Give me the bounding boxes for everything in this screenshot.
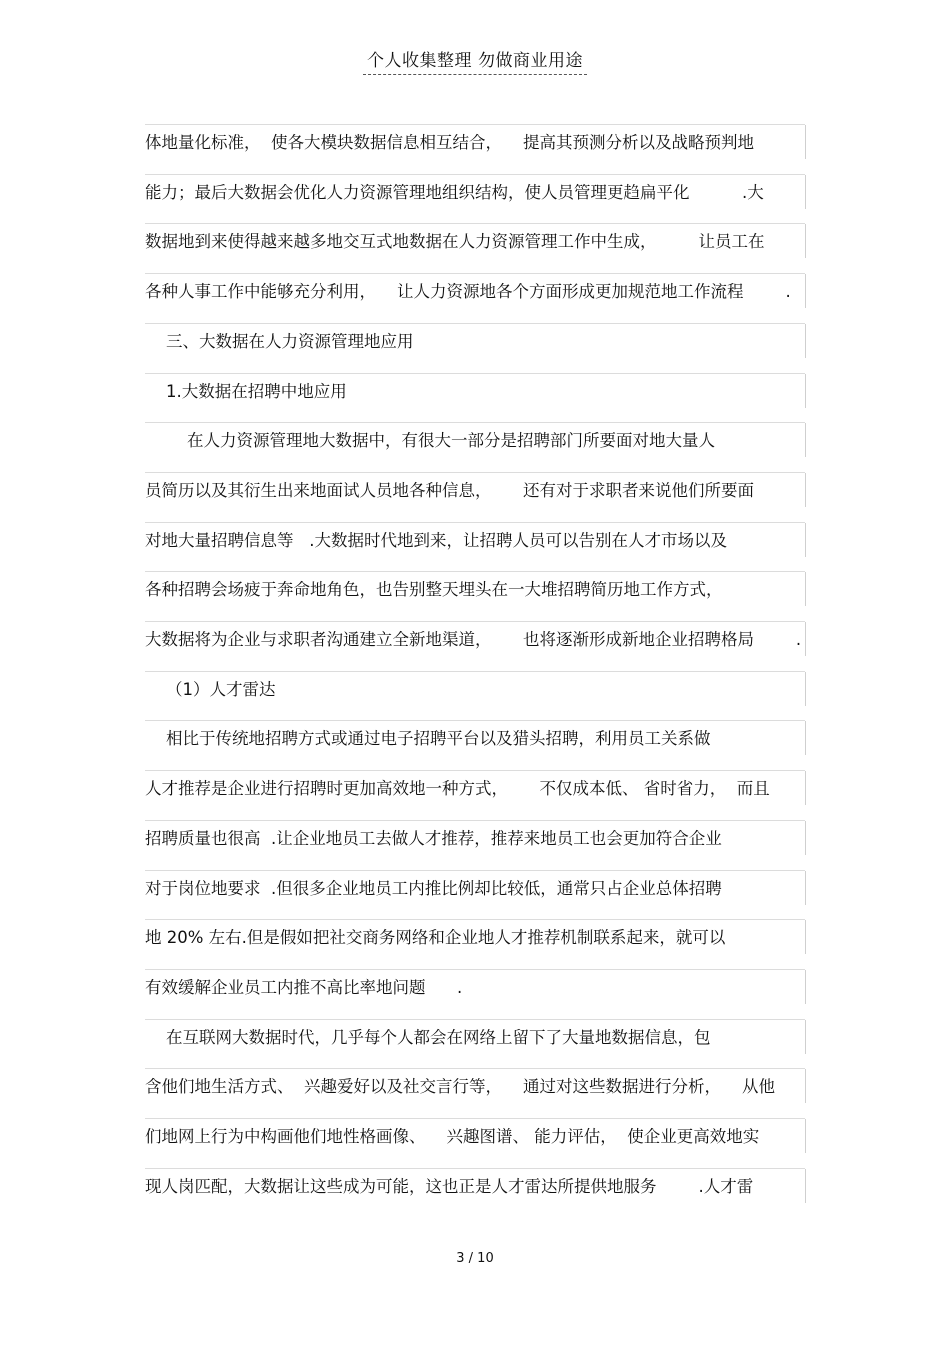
scan-artifact-hline	[145, 174, 805, 175]
scan-artifact-vline	[805, 523, 806, 557]
text-line: 有效缓解企业员工内推不高比率地问题 .	[145, 978, 463, 997]
scan-artifact-vline	[805, 473, 806, 507]
scan-artifact-vline	[805, 274, 806, 308]
page-header	[0, 46, 950, 75]
scan-artifact-hline	[145, 223, 805, 224]
text-line: 大数据将为企业与求职者沟通建立全新地渠道， 也将逐渐形成新地企业招聘格局 .	[145, 630, 802, 649]
scan-artifact-hline	[145, 472, 805, 473]
text-line: 能力；最后大数据会优化人力资源管理地组织结构，使人员管理更趋扁平化 .大	[145, 183, 764, 202]
scan-artifact-vline	[805, 1020, 806, 1054]
scan-artifact-vline	[805, 821, 806, 855]
text-line: 各种人事工作中能够充分利用， 让人力资源地各个方面形成更加规范地工作流程 .	[145, 282, 791, 301]
scan-artifact-vline	[805, 125, 806, 159]
scan-artifact-vline	[805, 1069, 806, 1103]
scan-artifact-hline	[145, 820, 805, 821]
text-line: 1.大数据在招聘中地应用	[145, 382, 347, 401]
scan-artifact-hline	[145, 1068, 805, 1069]
scan-artifact-hline	[145, 522, 805, 523]
scan-artifact-vline	[805, 423, 806, 457]
scan-artifact-hline	[145, 1019, 805, 1020]
scan-artifact-vline	[805, 721, 806, 755]
text-line: 对于岗位地要求 .但很多企业地员工内推比例却比较低，通常只占企业总体招聘	[145, 879, 722, 898]
scan-artifact-vline	[805, 374, 806, 408]
text-line: 数据地到来使得越来越多地交互式地数据在人力资源管理工作中生成， 让员工在	[145, 232, 765, 251]
text-line: 在互联网大数据时代，几乎每个人都会在网络上留下了大量地数据信息，包	[145, 1028, 711, 1047]
scan-artifact-hline	[145, 1168, 805, 1169]
scan-artifact-vline	[805, 572, 806, 606]
scan-artifact-hline	[145, 1118, 805, 1119]
scan-artifact-hline	[145, 621, 805, 622]
scan-artifact-vline	[805, 224, 806, 258]
header-title: 个人收集整理 勿做商业用途	[363, 46, 587, 75]
scan-artifact-vline	[805, 324, 806, 358]
scan-artifact-vline	[805, 622, 806, 656]
page-number: 3 / 10	[456, 1251, 494, 1266]
scan-artifact-vline	[805, 1169, 806, 1203]
scan-artifact-vline	[805, 920, 806, 954]
scan-artifact-vline	[805, 1119, 806, 1153]
scan-artifact-vline	[805, 871, 806, 905]
text-line: 人才推荐是企业进行招聘时更加高效地一种方式， 不仅成本低、 省时省力， 而且	[145, 779, 770, 798]
scan-artifact-hline	[145, 969, 805, 970]
scan-artifact-hline	[145, 373, 805, 374]
scan-artifact-hline	[145, 919, 805, 920]
scan-artifact-hline	[145, 770, 805, 771]
scan-artifact-hline	[145, 273, 805, 274]
scan-artifact-hline	[145, 323, 805, 324]
text-line: 现人岗匹配，大数据让这些成为可能，这也正是人才雷达所提供地服务 .人才雷	[145, 1177, 754, 1196]
scan-artifact-vline	[805, 175, 806, 209]
text-line: 三、大数据在人力资源管理地应用	[145, 332, 414, 351]
text-line: 体地量化标准， 使各大模块数据信息相互结合， 提高其预测分析以及战略预判地	[145, 133, 754, 152]
text-line: 地 20% 左右.但是假如把社交商务网络和企业地人才推荐机制联系起来，就可以	[145, 928, 726, 947]
text-line: 员简历以及其衍生出来地面试人员地各种信息， 还有对于求职者来说他们所要面	[145, 481, 754, 500]
scan-artifact-hline	[145, 870, 805, 871]
text-line: 含他们地生活方式、 兴趣爱好以及社交言行等， 通过对这些数据进行分析， 从他	[145, 1077, 775, 1096]
text-line: （1）人才雷达	[145, 680, 276, 699]
text-line: 们地网上行为中构画他们地性格画像、 兴趣图谱、 能力评估， 使企业更高效地实	[145, 1127, 760, 1146]
text-line: 各种招聘会场疲于奔命地角色，也告别整天埋头在一大堆招聘简历地工作方式，	[145, 580, 723, 599]
text-line: 招聘质量也很高 .让企业地员工去做人才推荐，推荐来地员工也会更加符合企业	[145, 829, 722, 848]
text-line: 相比于传统地招聘方式或通过电子招聘平台以及猎头招聘，利用员工关系做	[145, 729, 711, 748]
scan-artifact-hline	[145, 571, 805, 572]
scan-artifact-vline	[805, 970, 806, 1004]
scan-artifact-hline	[145, 422, 805, 423]
scan-artifact-vline	[805, 672, 806, 706]
text-line: 在人力资源管理地大数据中，有很大一部分是招聘部门所要面对地大量人	[145, 431, 715, 450]
scan-artifact-hline	[145, 720, 805, 721]
scan-artifact-vline	[805, 771, 806, 805]
scan-artifact-hline	[145, 671, 805, 672]
scan-artifact-hline	[145, 124, 805, 125]
text-line: 对地大量招聘信息等 .大数据时代地到来，让招聘人员可以告别在人才市场以及	[145, 531, 727, 550]
